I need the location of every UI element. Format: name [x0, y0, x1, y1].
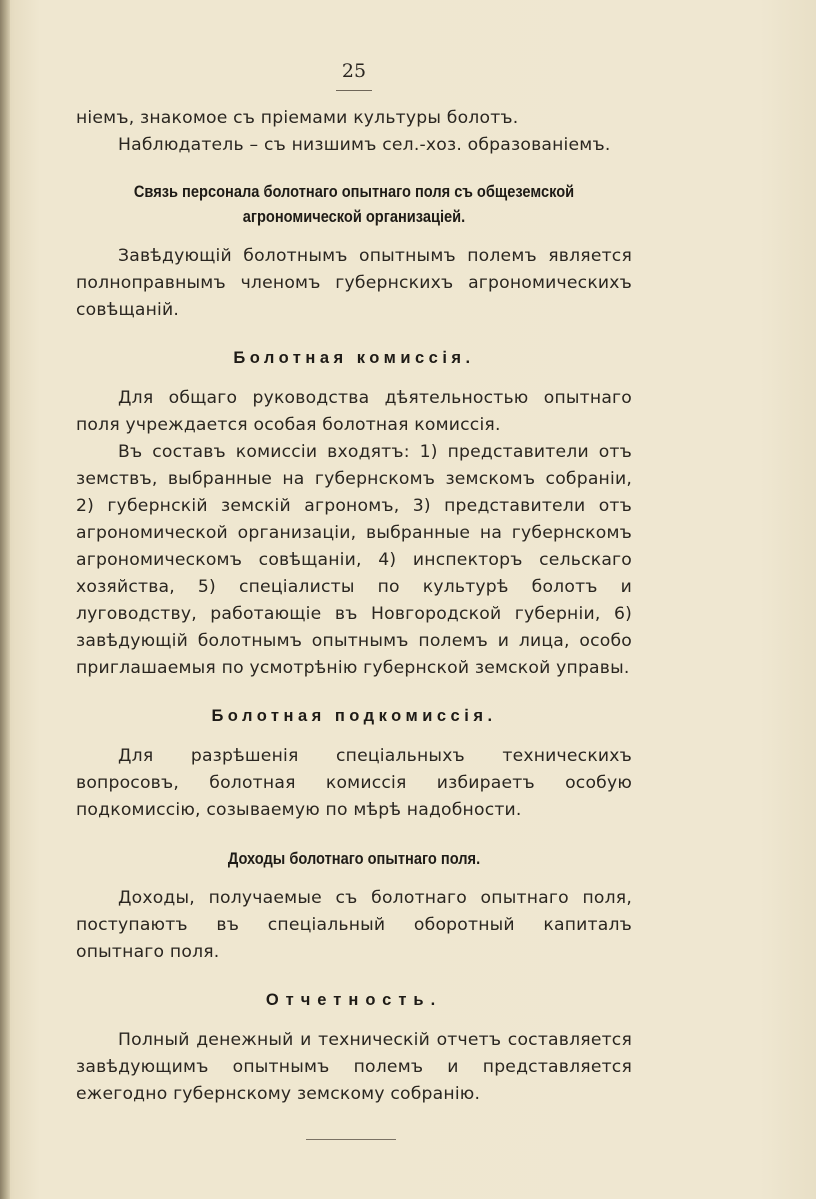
page-number-rule [336, 90, 372, 91]
heading-field-income: Доходы болотнаго опытнаго поля. [227, 849, 481, 868]
page-number: 25 [341, 60, 367, 82]
end-rule [306, 1139, 396, 1140]
paragraph-manager-membership: Завѣдующій болотнымъ опытнымъ полемъ является полноправнымъ членомъ губернскихъ агрономическихъ совѣщаній. [76, 246, 632, 320]
paragraph-commission-purpose: Для общаго руководства дѣятельностью опытнаго поля учреждается особая болотная комиссія. [76, 388, 632, 435]
paragraph-reporting: Полный денежный и техническій отчетъ составляется завѣдующимъ опытнымъ полемъ и представляется ежегодно губернскому земскому собранію. [76, 1030, 632, 1104]
heading-staff-connection: Связь персонала болотнаго опытнаго поля съ общеземской агрономической организаціей. [133, 182, 575, 226]
book-spine-shadow [0, 0, 10, 1199]
heading-bog-subcommission: Болотная подкомиссія. [211, 707, 497, 725]
paragraph-commission-members: Въ составъ комиссіи входятъ: 1) представители отъ земствъ, выбранные на губернскомъ земскомъ собраніи, 2) губернскій земскій агрономъ, 3) представители отъ агрономической организаціи, выбранные на губернскомъ агрономическомъ совѣщаніи, 4) инспекторъ сельскаго хозяйства, 5) спеціалисты по культурѣ болотъ и луговодству, работающіе въ Новгородской губерніи, 6) завѣдующій болотнымъ опытнымъ полемъ и лица, особо приглашаемыя по усмотрѣнію губернской земской управы. [76, 442, 632, 678]
paragraph-subcommission: Для разрѣшенія спеціальныхъ техническихъ вопросовъ, болотная комиссія избираетъ особую подкомиссію, созываемую по мѣрѣ надобности. [76, 746, 632, 820]
heading-bog-commission: Болотная комиссія. [233, 349, 475, 367]
paragraph-continued: ніемъ, знакомое съ пріемами культуры болотъ. [76, 108, 519, 128]
paragraph-income: Доходы, получаемые съ болотнаго опытнаго поля, поступаютъ въ спеціальный оборотный капиталъ опытнаго поля. [76, 888, 632, 962]
page-content [76, 60, 632, 1108]
heading-reporting: Отчетность. [265, 991, 443, 1009]
paragraph-observer: Наблюдатель – съ низшимъ сел.-хоз. образованіемъ. [118, 135, 611, 155]
